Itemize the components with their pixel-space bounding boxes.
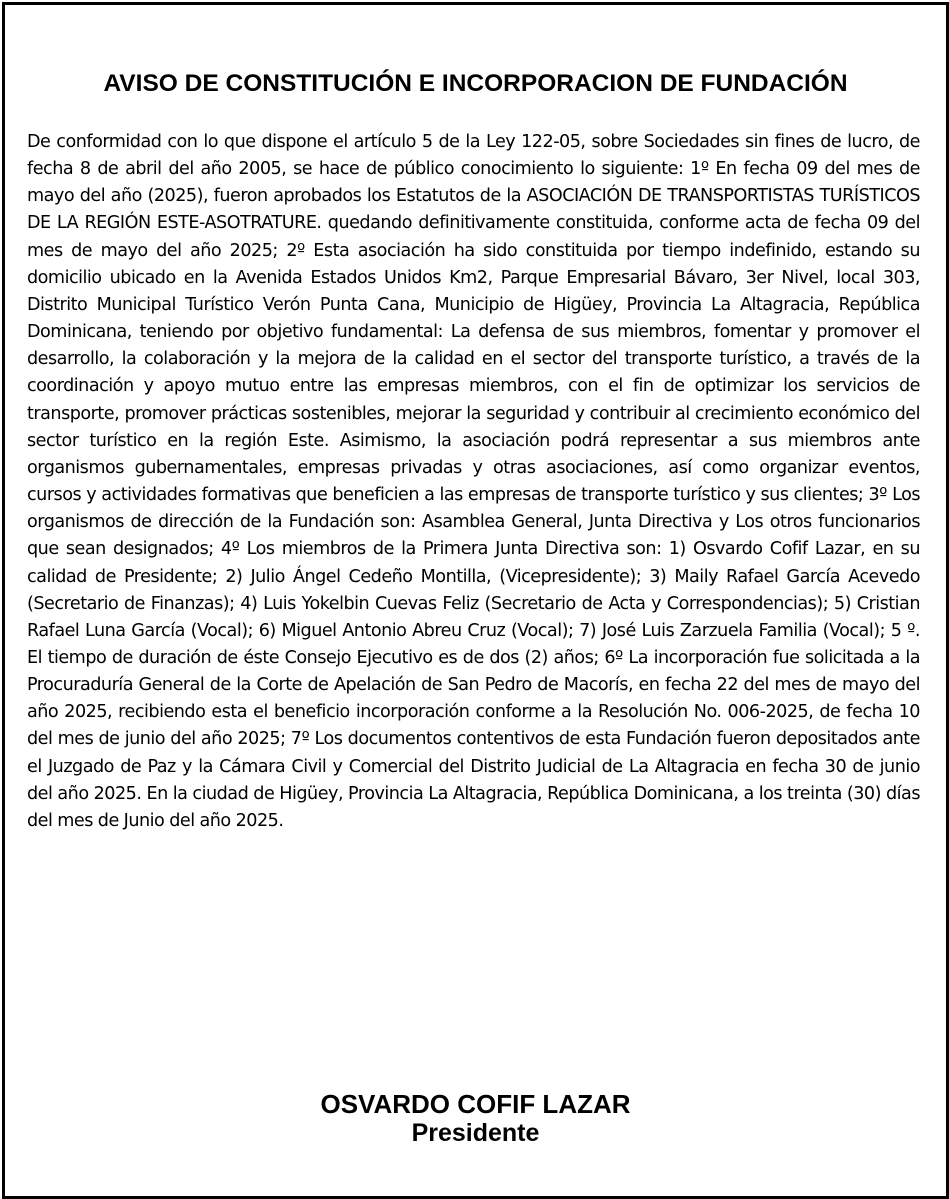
- legal-notice: [2, 2, 949, 1199]
- notice-body: De conformidad con lo que dispone el artículo 5 de la Ley 122-05, sobre Sociedades sin fines de lucro, de fecha 8 de abril del año 2005, se hace de público conocimiento lo siguiente: 1º En fecha 09 del mes de mayo del año (2025), fueron aprobados los Estatutos de la ASOCIACIÓN DE TRANSPORTISTAS TURÍSTICOS DE LA REGIÓN ESTE-ASOTRATURE. quedando definitivamente constituida, conforme acta de fecha 09 del mes de mayo del año 2025; 2º Esta asociación ha sido constituida por tiempo indefinido, estando su domicilio ubicado en la Avenida Estados Unidos Km2, Parque Empresarial Bávaro, 3er Nivel, local 303, Distrito Municipal Turístico Verón Punta Cana, Municipio de Higüey, Provincia La Altagracia, República Dominicana, teniendo por objetivo fundamental: La defensa de sus miembros, fomentar y promover el desarrollo, la colaboración y la mejora de la calidad en el sector del transporte turístico, a través de la coordinación y apoyo mutuo entre las empresas miembros, con el fin de optimizar los servicios de transporte, promover prácticas sostenibles, mejorar la seguridad y contribuir al crecimiento económico del sector turístico en la región Este. Asimismo, la asociación podrá representar a sus miembros ante organismos gubernamentales, empresas privadas y otras asociaciones, así como organizar eventos, cursos y actividades formativas que beneficien a las empresas de transporte turístico y sus clientes; 3º Los organismos de dirección de la Fundación son: Asamblea General, Junta Directiva y Los otros funcionarios que sean designados; 4º Los miembros de la Primera Junta Directiva son: 1) Osvardo Cofif Lazar, en su calidad de Presidente; 2) Julio Ángel Cedeño Montilla, (Vicepresidente); 3) Maily Rafael García Acevedo (Secretario de Finanzas); 4) Luis Yokelbin Cuevas Feliz (Secretario de Acta y Correspondencias); 5) Cristian Rafael Luna García (Vocal); 6) Miguel Antonio Abreu Cruz (Vocal); 7) José Luis Zarzuela Familia (Vocal); 5 º. El tiempo de duración de éste Consejo Ejecutivo es de dos (2) años; 6º La incorporación fue solicitada a la Procuraduría General de la Corte de Apelación de San Pedro de Macorís, en fecha 22 del mes de mayo del año 2025, recibiendo esta el beneficio incorporación conforme a la Resolución No. 006-2025, de fecha 10 del mes de junio del año 2025; 7º Los documentos contentivos de esta Fundación fueron depositados ante el Juzgado de Paz y la Cámara Civil y Comercial del Distrito Judicial de La Altagracia en fecha 30 de junio del año 2025. En la ciudad de Higüey, Provincia La Altagracia, República Dominicana, a los treinta (30) días del mes de Junio del año 2025.: [27, 132, 920, 831]
- signatory-role: Presidente: [411, 1119, 540, 1147]
- signature-block: [5, 1089, 946, 1147]
- notice-title: AVISO DE CONSTITUCIÓN E INCORPORACION DE FUNDACIÓN: [103, 70, 848, 97]
- signatory-name: OSVARDO COFIF LAZAR: [320, 1089, 631, 1119]
